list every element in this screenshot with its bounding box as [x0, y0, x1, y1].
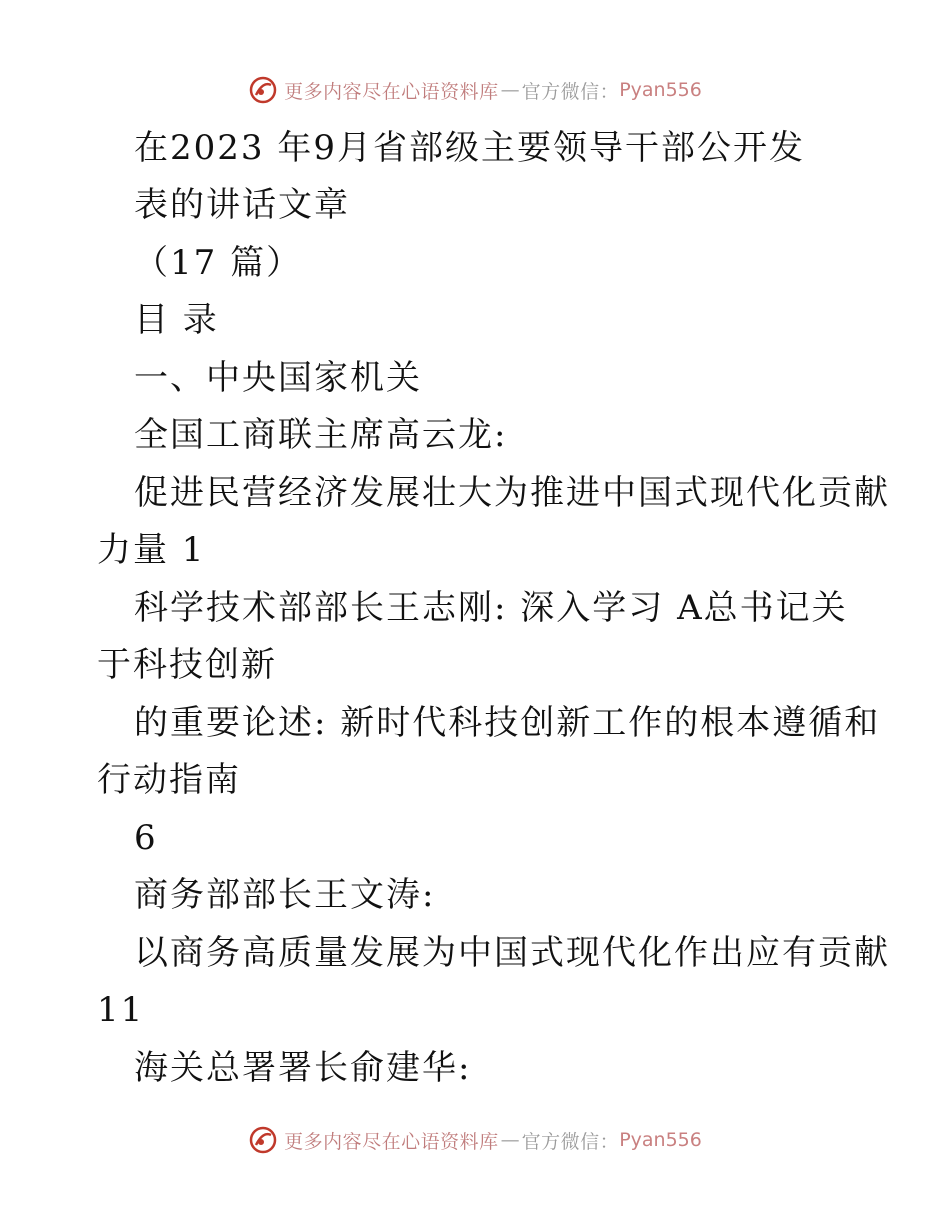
- watermark-text: 更多内容尽在心语资料库: [284, 80, 499, 103]
- toc-entry-title-1-cont: 力量 1: [97, 530, 206, 570]
- watermark-separator: —: [500, 79, 520, 101]
- article-count: （17 篇）: [134, 243, 303, 283]
- toc-entry-author-4: 海关总署署长俞建华:: [134, 1048, 472, 1088]
- watermark-id: Pyan556: [619, 79, 702, 101]
- toc-entry-author-3: 商务部部长王文涛:: [134, 875, 436, 915]
- logo-icon: [248, 1125, 278, 1155]
- watermark-separator: —: [500, 1129, 520, 1151]
- toc-entry-title-3: 以商务高质量发展为中国式现代化作出应有贡献: [134, 933, 890, 973]
- section-heading: 一、中央国家机关: [134, 358, 422, 398]
- watermark-footer: [0, 1120, 950, 1160]
- toc-entry-author-1: 全国工商联主席高云龙:: [134, 415, 508, 455]
- toc-entry-author-2-cont: 于科技创新: [97, 645, 277, 685]
- toc-entry-page-3: 11: [97, 990, 145, 1030]
- toc-entry-title-2: 的重要论述: 新时代科技创新工作的根本遵循和: [134, 703, 881, 743]
- toc-entry-title-1: 促进民营经济发展壮大为推进中国式现代化贡献: [134, 473, 890, 513]
- watermark-id: Pyan556: [619, 1129, 702, 1151]
- watermark-text: 更多内容尽在心语资料库: [284, 1130, 499, 1153]
- title-line-1: 在2023 年9月省部级主要领导干部公开发: [134, 128, 805, 168]
- watermark-label: 官方微信：: [521, 1130, 620, 1153]
- title-line-2: 表的讲话文章: [134, 185, 350, 225]
- logo-icon: [248, 75, 278, 105]
- toc-entry-title-2-cont: 行动指南: [97, 760, 241, 800]
- toc-entry-author-2: 科学技术部部长王志刚: 深入学习 A总书记关: [134, 588, 848, 628]
- watermark-label: 官方微信：: [521, 80, 620, 103]
- watermark-header: [0, 70, 950, 110]
- toc-heading: 目 录: [134, 300, 219, 340]
- toc-entry-page-2: 6: [134, 818, 158, 858]
